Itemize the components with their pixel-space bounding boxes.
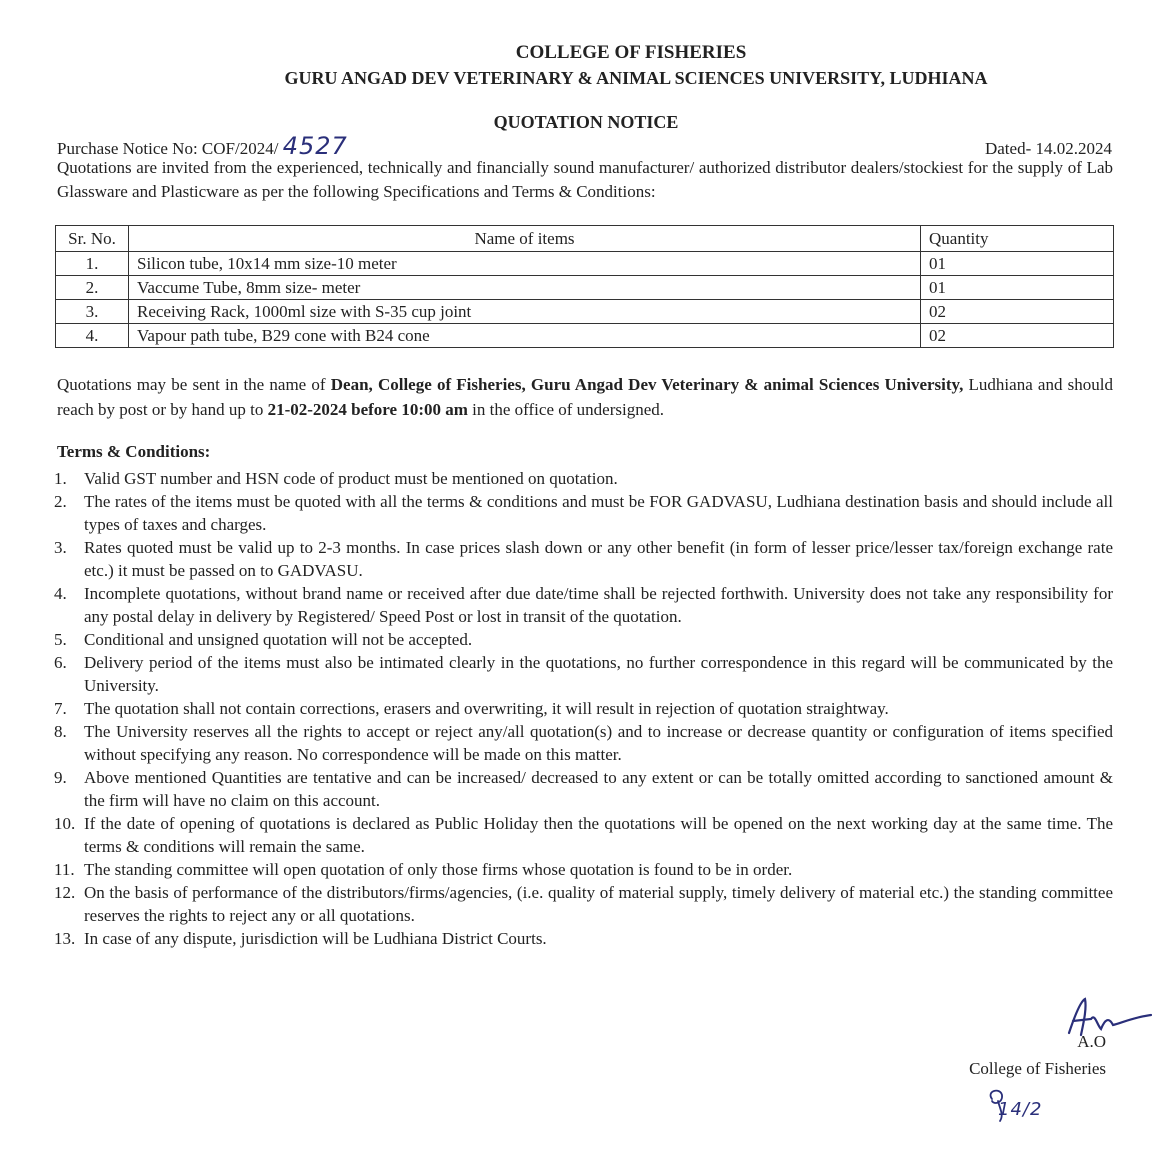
term-number: 10. bbox=[54, 814, 76, 833]
row-quantity: 02 bbox=[921, 300, 1114, 324]
submission-text-3: in the office of undersigned. bbox=[467, 400, 664, 419]
term-text: In case of any dispute, jurisdiction will be Ludhiana District Courts. bbox=[84, 929, 547, 948]
term-text: Delivery period of the items must also be intimated clearly in the quotations, no further correspondence in this regard will be communicated by the University. bbox=[84, 653, 1113, 695]
table-row bbox=[56, 276, 1114, 300]
purchase-notice-label: Purchase Notice No: COF/2024/ bbox=[57, 139, 279, 158]
term-text: The standing committee will open quotation of only those firms whose quotation is found to be in order. bbox=[84, 860, 793, 879]
university-name: GURU ANGAD DEV VETERINARY & ANIMAL SCIENCES UNIVERSITY, LUDHIANA bbox=[284, 68, 988, 88]
list-item bbox=[0, 467, 1113, 490]
terms-title: Terms & Conditions: bbox=[57, 442, 211, 461]
term-text: The quotation shall not contain corrections, erasers and overwriting, it will result in rejection of quotation straightway. bbox=[84, 699, 889, 718]
row-quantity: 01 bbox=[921, 276, 1114, 300]
table-row bbox=[56, 300, 1114, 324]
term-number: 2. bbox=[54, 492, 67, 511]
row-sr-no: 1. bbox=[56, 252, 129, 276]
handwritten-date-text: 14/2 bbox=[998, 1099, 1043, 1120]
row-sr-no: 4. bbox=[56, 324, 129, 348]
signature-designation: A.O bbox=[1077, 1032, 1106, 1051]
terms-list bbox=[0, 467, 1113, 950]
term-text: Conditional and unsigned quotation will not be accepted. bbox=[84, 630, 473, 649]
table-row bbox=[56, 252, 1114, 276]
signature-space bbox=[969, 990, 1106, 1028]
term-text: The rates of the items must be quoted with all the terms & conditions and must be FOR GADVASU, Ludhiana destination basis and should include all types of taxes and charges. bbox=[84, 492, 1113, 534]
term-text: Incomplete quotations, without brand name or received after due date/time shall be rejected forthwith. University does not take any responsibility for any postal delay in delivery by Registered/ Speed Post or lost in transit of the quotation. bbox=[84, 584, 1113, 626]
term-text: The University reserves all the rights to accept or reject any/all quotation(s) and to increase or decrease quantity or configuration of items specified without specifying any reason. No correspondence will be made on this matter. bbox=[84, 722, 1113, 764]
college-name: COLLEGE OF FISHERIES bbox=[515, 42, 747, 63]
list-item bbox=[0, 720, 1113, 766]
term-number: 6. bbox=[54, 653, 67, 672]
list-item bbox=[0, 582, 1113, 628]
term-text: Above mentioned Quantities are tentative and can be increased/ decreased to any extent or can be totally omitted according to sanctioned amount & the firm will have no claim on this account. bbox=[84, 768, 1113, 810]
list-item bbox=[0, 812, 1113, 858]
term-number: 12. bbox=[54, 883, 76, 902]
submission-addressee: Dean, College of Fisheries, Guru Angad Dev Veterinary & animal Sciences University, bbox=[330, 375, 964, 394]
list-item bbox=[0, 490, 1113, 536]
notice-title: QUOTATION NOTICE bbox=[493, 112, 679, 132]
term-number: 13. bbox=[54, 929, 76, 948]
term-number: 7. bbox=[54, 699, 67, 718]
term-text: On the basis of performance of the distributors/firms/agencies, (i.e. quality of material supply, timely delivery of material etc.) the standing committee reserves the rights to reject any or all quotations. bbox=[84, 883, 1113, 925]
table-header-row bbox=[56, 226, 1114, 252]
header-quantity: Quantity bbox=[921, 226, 1114, 252]
intro-paragraph: Quotations are invited from the experienced, technically and financially sound manufacturer/ authorized distributor dealers/stockiest for the supply of Lab Glassware and Plasticware as per the following Specifications and Terms & Conditions: bbox=[57, 158, 1113, 201]
row-item-name: Vapour path tube, B29 cone with B24 cone bbox=[129, 324, 921, 348]
handwritten-notice-number: 4527 bbox=[282, 132, 348, 160]
term-text: Valid GST number and HSN code of product must be mentioned on quotation. bbox=[84, 469, 618, 488]
header-sr-no: Sr. No. bbox=[56, 226, 129, 252]
submission-text-1: Quotations may be sent in the name of bbox=[57, 375, 331, 394]
table-row bbox=[56, 324, 1114, 348]
list-item bbox=[0, 628, 1113, 651]
term-text: If the date of opening of quotations is declared as Public Holiday then the quotations will be opened on the next working day at the same time. The terms & conditions will remain the same. bbox=[84, 814, 1113, 856]
term-number: 9. bbox=[54, 768, 67, 787]
submission-paragraph bbox=[57, 372, 1113, 422]
row-item-name: Receiving Rack, 1000ml size with S-35 cup joint bbox=[129, 300, 921, 324]
list-item bbox=[0, 881, 1113, 927]
term-number: 1. bbox=[54, 469, 67, 488]
signature-block bbox=[969, 990, 1106, 1082]
submission-deadline: 21-02-2024 before 10:00 am bbox=[267, 400, 468, 419]
row-quantity: 01 bbox=[921, 252, 1114, 276]
list-item bbox=[0, 651, 1113, 697]
list-item bbox=[0, 766, 1113, 812]
header-item-name: Name of items bbox=[129, 226, 921, 252]
row-quantity: 02 bbox=[921, 324, 1114, 348]
list-item bbox=[0, 927, 1113, 950]
row-sr-no: 2. bbox=[56, 276, 129, 300]
items-table bbox=[55, 225, 1114, 348]
submission-text-2: Ludhiana and should reach by post or by hand up to bbox=[57, 375, 1113, 419]
row-item-name: Vaccume Tube, 8mm size- meter bbox=[129, 276, 921, 300]
list-item bbox=[0, 858, 1113, 881]
term-number: 4. bbox=[54, 584, 67, 603]
term-number: 5. bbox=[54, 630, 67, 649]
term-number: 11. bbox=[54, 860, 75, 879]
list-item bbox=[0, 697, 1113, 720]
term-text: Rates quoted must be valid up to 2-3 months. In case prices slash down or any other benefit (in form of lesser price/lesser tax/foreign exchange rate etc.) it must be passed on to GADVASU. bbox=[84, 538, 1113, 580]
notice-date: Dated- 14.02.2024 bbox=[984, 139, 1112, 158]
row-sr-no: 3. bbox=[56, 300, 129, 324]
list-item bbox=[0, 536, 1113, 582]
term-number: 8. bbox=[54, 722, 67, 741]
term-number: 3. bbox=[54, 538, 67, 557]
row-item-name: Silicon tube, 10x14 mm size-10 meter bbox=[129, 252, 921, 276]
signature-office: College of Fisheries bbox=[969, 1059, 1106, 1078]
